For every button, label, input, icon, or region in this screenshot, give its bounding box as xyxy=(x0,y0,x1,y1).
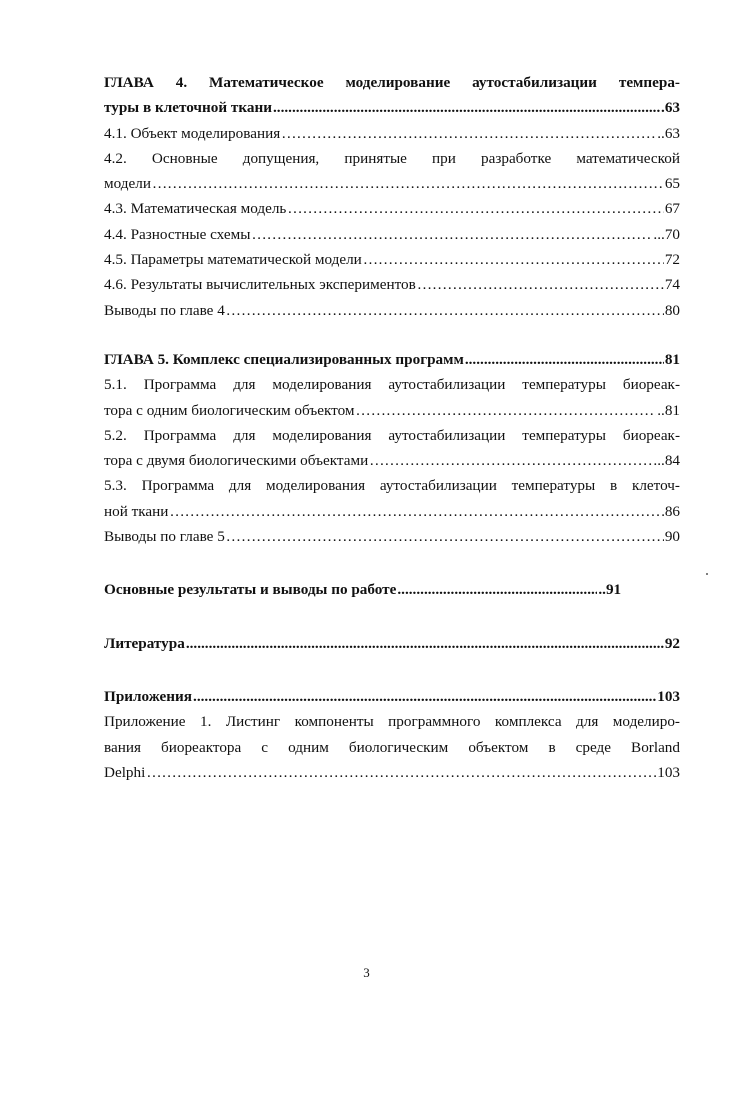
toc-entry-appendix-1-line1: Приложение 1. Листинг компоненты программного комплекса для моделиро- xyxy=(104,713,680,731)
toc-entry-4-6: 4.6. Результаты вычислительных экспериментов ………………………………………………………………………………………………………………………………………………………………………………………………………………………………………… 74 xyxy=(104,272,680,297)
toc-entry-5-2-line1: 5.2. Программа для моделирования аутостабилизации температуры биореак- xyxy=(104,426,680,444)
toc-entry-main-results: Основные результаты и выводы по работе ..... ..91 xyxy=(104,577,680,602)
toc-entry-4-2-line2: модели ………………………………………………………………………………………………………………………………………………………………………………………………………………………………………… 65 xyxy=(104,171,680,196)
toc-entry-literature: Литература ..... 92 xyxy=(104,631,680,656)
table-of-contents xyxy=(104,70,680,785)
toc-entry-ch4-conclusions: Выводы по главе 4 ………………………………………………………………………………………………………………………………………………………………………………………………………………………………………… 80 xyxy=(104,298,680,323)
page-ref: 86 xyxy=(664,502,680,520)
chapter-4-title-line1: ГЛАВА 4. Математическое моделирование аутостабилизации темпера- xyxy=(104,74,680,91)
page-ref: 65 xyxy=(664,175,680,193)
toc-entry-appendix-1-line3: Delphi ………………………………………………………………………………………………………………………………………………………………………………………………………………………………………… 103 xyxy=(104,760,680,785)
page-ref: ..91 xyxy=(598,581,622,599)
page-ref: 90 xyxy=(664,528,680,546)
page-number: 3 xyxy=(363,965,370,980)
chapter-4-title-line2: туры в клеточной ткани ..... .63 xyxy=(104,95,680,120)
page-ref: ..81 xyxy=(657,401,680,419)
scan-speck xyxy=(706,573,708,575)
toc-entry-4-2-line1: 4.2. Основные допущения, принятые при разработке математической xyxy=(104,149,680,167)
page-ref: 80 xyxy=(664,301,680,319)
page-ref: 72 xyxy=(664,251,680,269)
toc-entry-appendices: Приложения ..... 103 xyxy=(104,684,680,709)
toc-entry-5-3-line2: ной ткани ………………………………………………………………………………………………………………………………………………………………………………………………………………………………………… 86 xyxy=(104,499,680,524)
toc-entry-appendix-1-line2: вания биореактора с одним биологическим объектом в среде Borland xyxy=(104,738,680,756)
toc-entry-ch5-conclusions: Выводы по главе 5 ………………………………………………………………………………………………………………………………………………………………………………………………………………………………………… 90 xyxy=(104,524,680,549)
toc-entry-5-1-line1: 5.1. Программа для моделирования аутостабилизации температуры биореак- xyxy=(104,376,680,394)
page-ref: 92 xyxy=(664,634,680,652)
page-ref: 67 xyxy=(664,200,680,218)
toc-entry-4-3: 4.3. Математическая модель ………………………………………………………………………………………………………………………………………………………………………………………………………………………………………… 67 xyxy=(104,196,680,221)
page-ref: 103 xyxy=(657,763,680,781)
toc-entry-4-5: 4.5. Параметры математической модели ………………………………………………………………………………………………………………………………………………………………………………………………………………………………………… 72 xyxy=(104,247,680,272)
chapter-5-title: ГЛАВА 5. Комплекс специализированных программ ..... 81 xyxy=(104,347,680,372)
page-ref: 103 xyxy=(657,687,680,705)
page-ref: .63 xyxy=(661,99,680,117)
page-ref: ...84 xyxy=(653,452,680,470)
toc-entry-5-1-line2: тора с одним биологическим объектом ………………………………………………………………………………………………………………………………………………………………………………………………………………………………………… ..81 xyxy=(104,398,680,423)
toc-entry-5-3-line1: 5.3. Программа для моделирования аутостабилизации температуры в клеточ- xyxy=(104,477,680,495)
toc-entry-4-1: 4.1. Объект моделирования ………………………………………………………………………………………………………………………………………………………………………………………………………………………………………… ..63 xyxy=(104,121,680,146)
page-ref: 81 xyxy=(664,350,680,368)
page-ref: ...70 xyxy=(653,225,680,243)
page-ref: 74 xyxy=(664,276,680,294)
toc-entry-5-2-line2: тора с двумя биологическими объектами ………………………………………………………………………………………………………………………………………………………………………………………………………………………………………… ...84 xyxy=(104,448,680,473)
toc-entry-4-4: 4.4. Разностные схемы ………………………………………………………………………………………………………………………………………………………………………………………………………………………………………… ...70 xyxy=(104,222,680,247)
page-ref: ..63 xyxy=(657,124,680,142)
